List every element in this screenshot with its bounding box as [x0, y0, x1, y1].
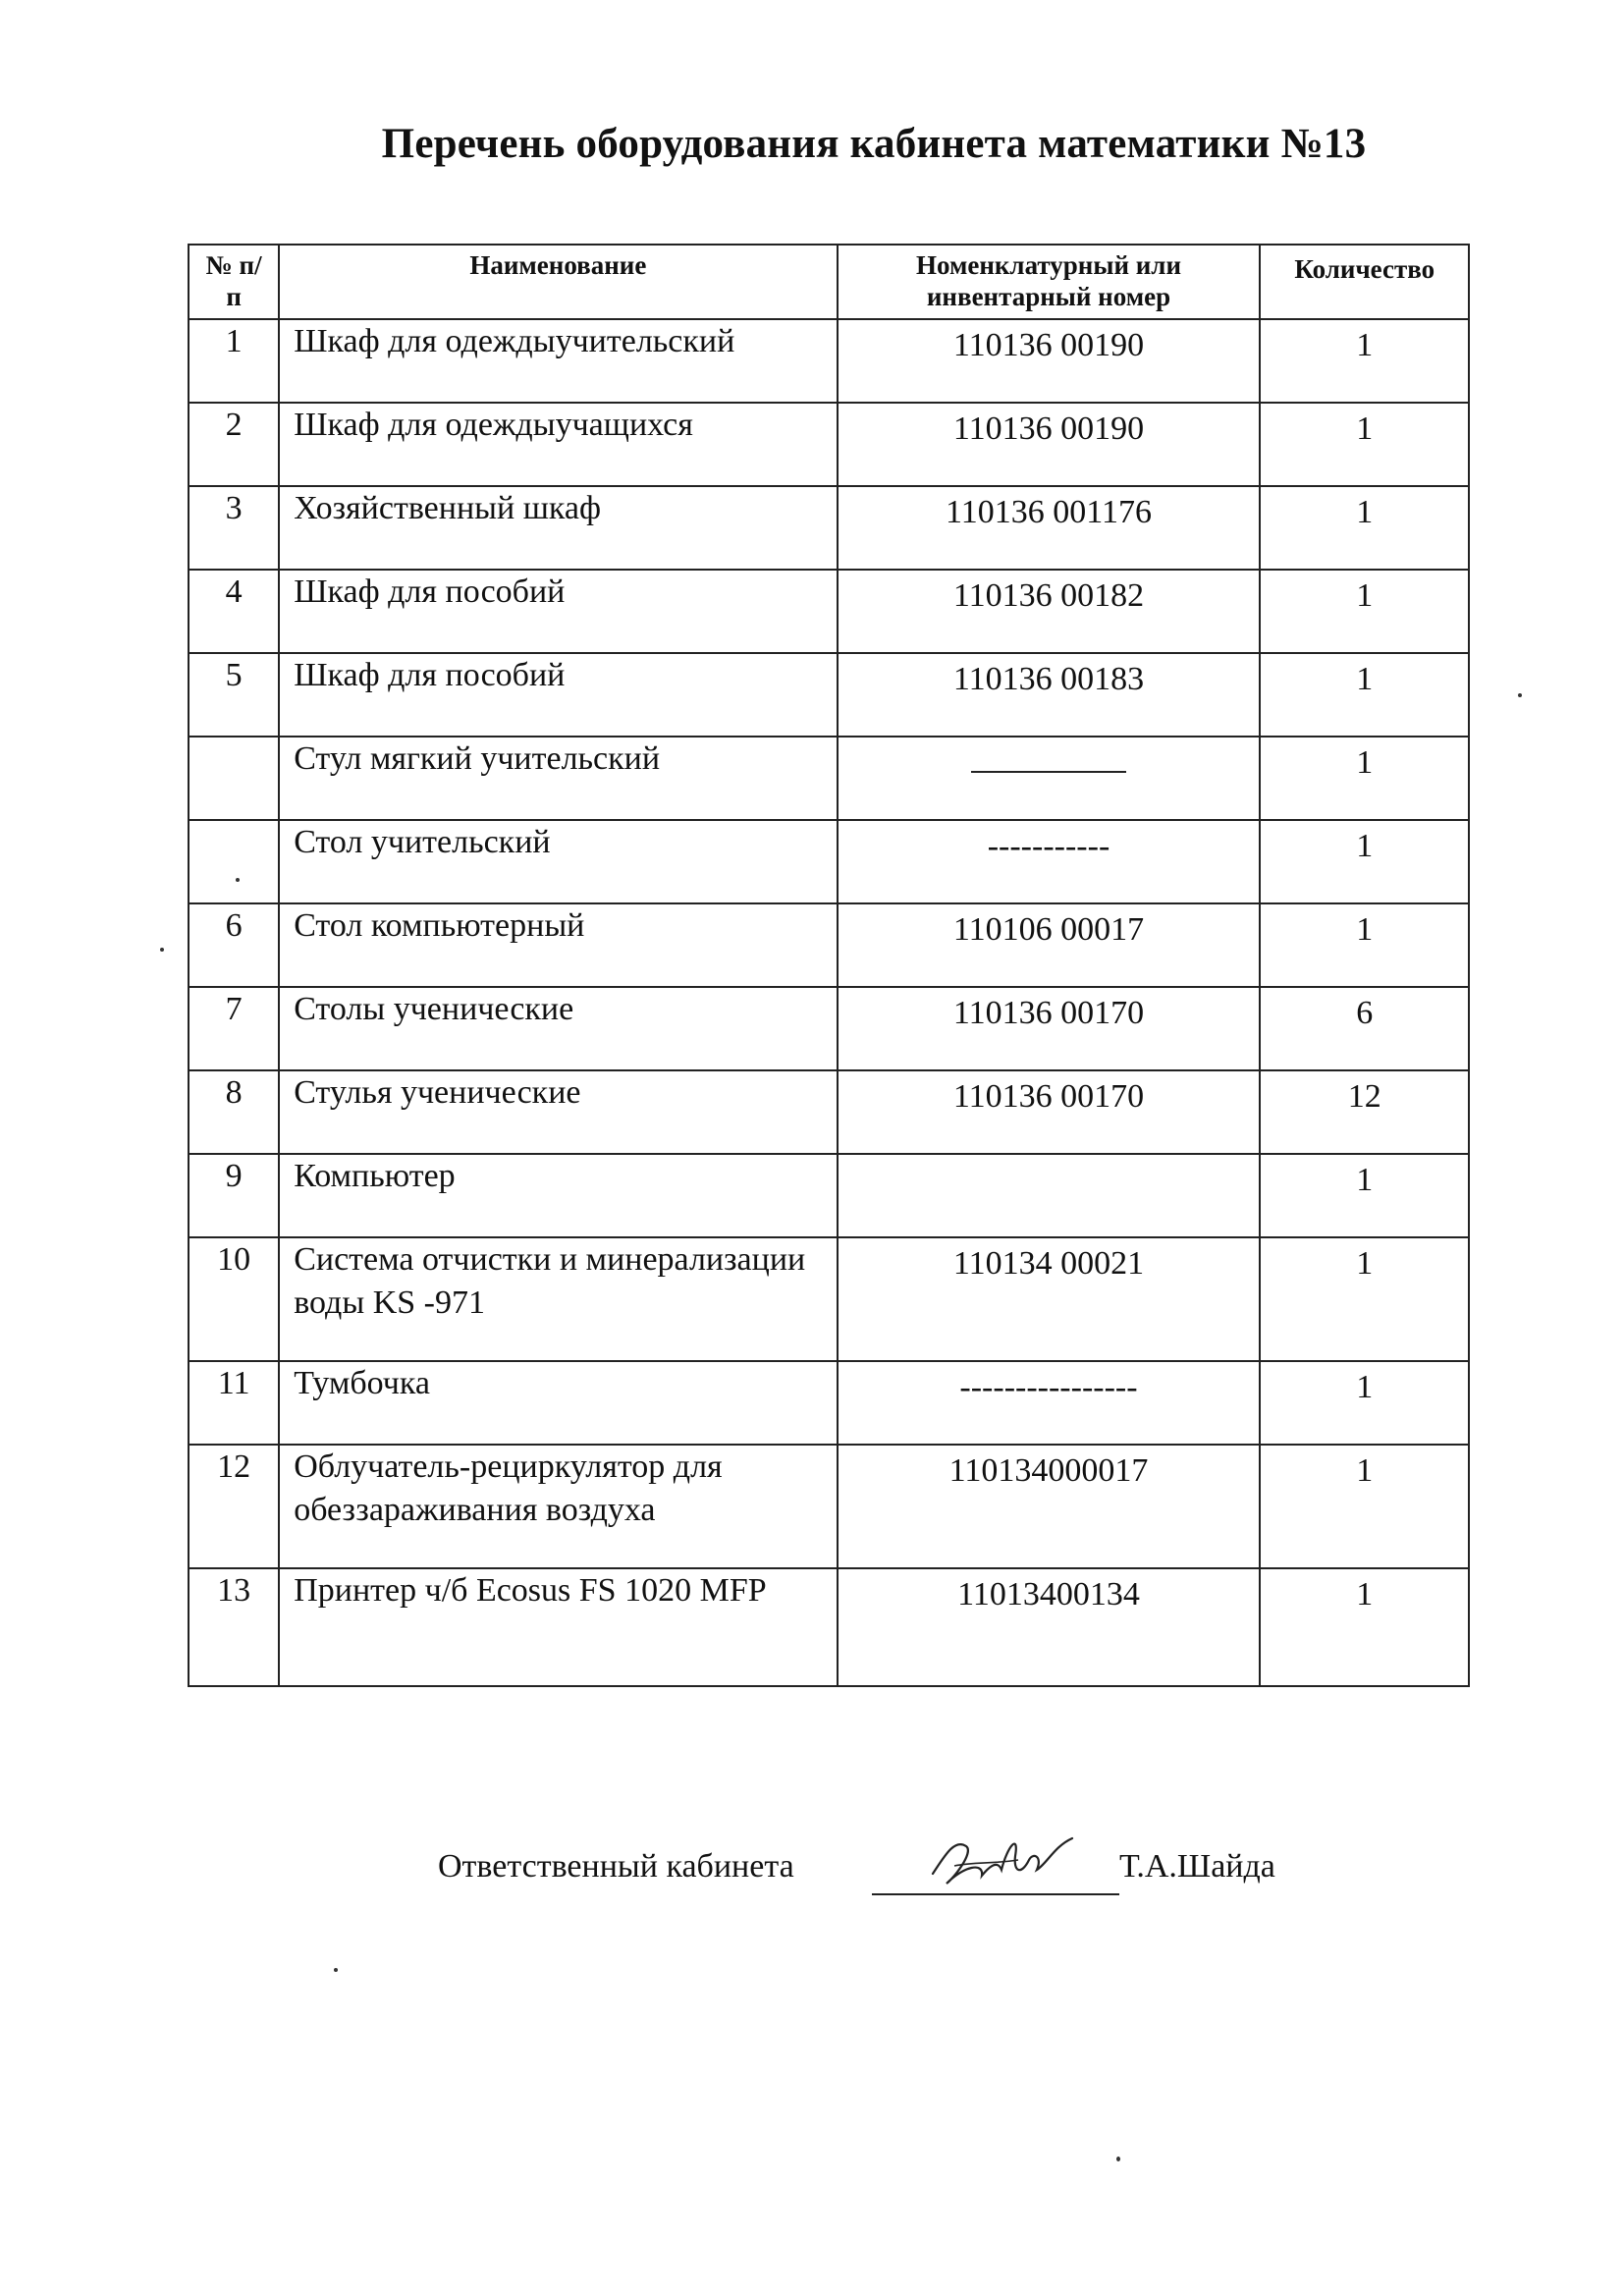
- cell-number: 6: [189, 903, 279, 987]
- cell-quantity: 1: [1260, 737, 1469, 820]
- table-row: [189, 903, 1469, 987]
- cell-name: Стол учительский: [279, 820, 837, 903]
- cell-quantity: 1: [1260, 319, 1469, 403]
- cell-number: 3: [189, 486, 279, 570]
- scan-speck: [1518, 693, 1522, 697]
- header-name: Наименование: [279, 245, 837, 319]
- cell-inventory: 110136 00170: [838, 1070, 1261, 1154]
- cell-quantity: 1: [1260, 1361, 1469, 1445]
- table-row: [189, 486, 1469, 570]
- table-header-row: [189, 245, 1469, 319]
- document-title: Перечень оборудования кабинета математики №13: [381, 121, 1367, 167]
- cell-number: 2: [189, 403, 279, 486]
- table-row: [189, 1070, 1469, 1154]
- scan-speck: [1116, 2157, 1120, 2161]
- table-row: [189, 1568, 1469, 1686]
- header-number: № п/п: [189, 245, 279, 319]
- cell-inventory: [838, 1154, 1261, 1237]
- table-row: [189, 403, 1469, 486]
- cell-number: 13: [189, 1568, 279, 1686]
- cell-number: [189, 820, 279, 903]
- signer-name: Т.А.Шайда: [1119, 1848, 1275, 1885]
- cell-name: Шкаф для одеждыучительский: [279, 319, 837, 403]
- cell-name: Столы ученические: [279, 987, 837, 1070]
- cell-inventory: 110136 00190: [838, 403, 1261, 486]
- cell-inventory: 110134 00021: [838, 1237, 1261, 1361]
- cell-quantity: 1: [1260, 820, 1469, 903]
- cell-name: Компьютер: [279, 1154, 837, 1237]
- scan-speck: [334, 1968, 338, 1972]
- cell-number: 1: [189, 319, 279, 403]
- cell-inventory: [838, 737, 1261, 820]
- header-quantity: Количество: [1260, 245, 1469, 319]
- table-row: [189, 1361, 1469, 1445]
- header-inventory: Номенклатурный или инвентарный номер: [838, 245, 1261, 319]
- cell-name: Стул мягкий учительский: [279, 737, 837, 820]
- scan-speck: [236, 878, 240, 882]
- blank-underline: [971, 741, 1126, 773]
- cell-number: 4: [189, 570, 279, 653]
- cell-inventory: 110136 001176: [838, 486, 1261, 570]
- scan-speck: [160, 948, 164, 952]
- cell-quantity: 1: [1260, 570, 1469, 653]
- cell-inventory: 110106 00017: [838, 903, 1261, 987]
- cell-number: 9: [189, 1154, 279, 1237]
- cell-inventory: 110136 00183: [838, 653, 1261, 737]
- cell-quantity: 1: [1260, 1237, 1469, 1361]
- cell-name: Облучатель-рециркулятор для обеззараживания воздуха: [279, 1445, 837, 1568]
- cell-inventory: ----------------: [838, 1361, 1261, 1445]
- cell-name: Шкаф для пособий: [279, 570, 837, 653]
- table-body: [189, 319, 1469, 1686]
- cell-quantity: 1: [1260, 653, 1469, 737]
- table-row: [189, 319, 1469, 403]
- cell-inventory: 11013400134: [838, 1568, 1261, 1686]
- table-row: [189, 987, 1469, 1070]
- cell-quantity: 1: [1260, 903, 1469, 987]
- cell-number: 11: [189, 1361, 279, 1445]
- cell-quantity: 1: [1260, 1445, 1469, 1568]
- cell-number: 12: [189, 1445, 279, 1568]
- cell-quantity: 1: [1260, 1568, 1469, 1686]
- cell-quantity: 12: [1260, 1070, 1469, 1154]
- cell-inventory: 110134000017: [838, 1445, 1261, 1568]
- cell-name: Шкаф для одеждыучащихся: [279, 403, 837, 486]
- cell-name: Тумбочка: [279, 1361, 837, 1445]
- cell-number: 8: [189, 1070, 279, 1154]
- table-row: [189, 1154, 1469, 1237]
- cell-inventory: -----------: [838, 820, 1261, 903]
- cell-name: Шкаф для пособий: [279, 653, 837, 737]
- table-row: [189, 1237, 1469, 1361]
- cell-number: [189, 737, 279, 820]
- equipment-table: [188, 244, 1470, 1687]
- cell-quantity: 1: [1260, 1154, 1469, 1237]
- table-row: [189, 737, 1469, 820]
- table-row: [189, 820, 1469, 903]
- cell-name: Система отчистки и минерализации воды KS -971: [279, 1237, 837, 1361]
- cell-quantity: 6: [1260, 987, 1469, 1070]
- cell-inventory: 110136 00170: [838, 987, 1261, 1070]
- cell-number: 5: [189, 653, 279, 737]
- cell-number: 10: [189, 1237, 279, 1361]
- table-row: [189, 1445, 1469, 1568]
- cell-name: Стулья ученические: [279, 1070, 837, 1154]
- cell-inventory: 110136 00182: [838, 570, 1261, 653]
- table-row: [189, 653, 1469, 737]
- handwritten-signature: [925, 1827, 1092, 1895]
- cell-inventory: 110136 00190: [838, 319, 1261, 403]
- table-row: [189, 570, 1469, 653]
- cell-number: 7: [189, 987, 279, 1070]
- cell-name: Хозяйственный шкаф: [279, 486, 837, 570]
- cell-name: Принтер ч/б Ecosus FS 1020 MFP: [279, 1568, 837, 1686]
- responsible-label: Ответственный кабинета: [438, 1848, 794, 1885]
- cell-quantity: 1: [1260, 403, 1469, 486]
- cell-quantity: 1: [1260, 486, 1469, 570]
- cell-name: Стол компьютерный: [279, 903, 837, 987]
